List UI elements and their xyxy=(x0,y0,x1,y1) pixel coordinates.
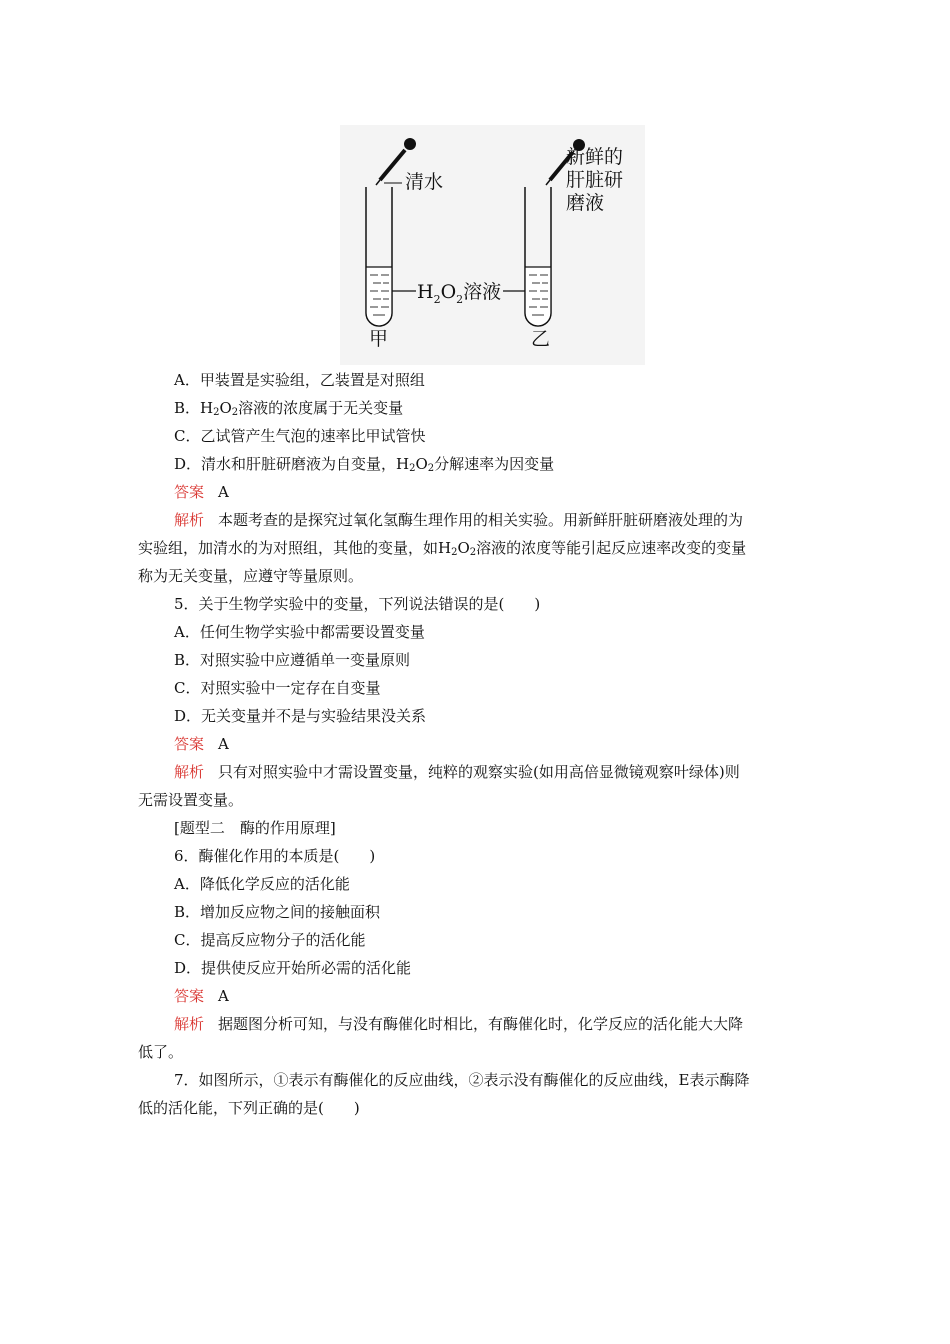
label-liver-line3: 磨液 xyxy=(566,192,605,214)
q4-answer xyxy=(138,478,818,506)
answer-tag: 答案 xyxy=(174,735,205,753)
q4-option-a: A．甲装置是实验组，乙装置是对照组 xyxy=(174,371,425,389)
q6-analysis-line2: 低了。 xyxy=(138,1043,184,1061)
q5-option-b: B．对照实验中应遵循单一变量原则 xyxy=(174,651,411,669)
q5-answer xyxy=(138,730,818,758)
answer-value: A xyxy=(218,987,229,1005)
q4-analysis-line3: 称为无关变量，应遵守等量原则。 xyxy=(138,567,364,585)
label-water: 清水 xyxy=(405,171,444,193)
answer-tag: 答案 xyxy=(174,483,205,501)
q7-stem: 7．如图所示，①表示有酶催化的反应曲线，②表示没有酶催化的反应曲线，E表示酶降 xyxy=(174,1071,750,1089)
q6-option-a: A．降低化学反应的活化能 xyxy=(174,875,350,893)
q4-option-b: B．$H_2O_2$溶液的浓度属于无关变量 xyxy=(174,399,404,418)
label-liver-line2: 肝脏研 xyxy=(566,169,624,191)
q4-option-d: D．清水和肝脏研磨液为自变量，$H_2O_2$分解速率为因变量 xyxy=(174,455,555,474)
experiment-figure xyxy=(340,125,645,365)
q5-stem: 5．关于生物学实验中的变量，下列说法错误的是( ) xyxy=(174,595,541,613)
q6-answer xyxy=(138,982,818,1010)
q6-option-b: B．增加反应物之间的接触面积 xyxy=(174,903,381,921)
analysis-tag: 解析 xyxy=(174,763,205,781)
q4-analysis: 解析 本题考查的是探究过氧化氢酶生理作用的相关实验。用新鲜肝脏研磨液处理的为 xyxy=(174,511,744,529)
q7-stem-line2: 低的活化能，下列正确的是( ) xyxy=(138,1099,360,1117)
q5-analysis: 解析 只有对照实验中才需设置变量，纯粹的观察实验(如用高倍显微镜观察叶绿体)则 xyxy=(174,763,740,781)
document-body xyxy=(138,366,818,1122)
answer-value: A xyxy=(218,483,229,501)
q4-option-c: C．乙试管产生气泡的速率比甲试管快 xyxy=(174,427,426,445)
label-liver-line1: 新鲜的 xyxy=(566,146,624,168)
tube-label-yi: 乙 xyxy=(531,328,551,350)
analysis-tag: 解析 xyxy=(174,1015,205,1033)
q5-analysis-line2: 无需设置变量。 xyxy=(138,791,244,809)
q5-option-a: A．任何生物学实验中都需要设置变量 xyxy=(174,623,425,641)
q6-option-d: D．提供使反应开始所必需的活化能 xyxy=(174,959,412,977)
section-heading: [题型二 酶的作用原理] xyxy=(174,819,336,837)
label-h2o2-solution: $H_2O_2$溶液 xyxy=(417,281,502,306)
tube-label-jia: 甲 xyxy=(369,328,389,350)
answer-tag: 答案 xyxy=(174,987,205,1005)
q6-stem: 6．酶催化作用的本质是( ) xyxy=(174,847,376,865)
q5-option-d: D．无关变量并不是与实验结果没关系 xyxy=(174,707,427,725)
q6-analysis: 解析 据题图分析可知，与没有酶催化时相比，有酶催化时，化学反应的活化能大大降 xyxy=(174,1015,744,1033)
q4-analysis-line2: 实验组，加清水的为对照组，其他的变量，如$H_2O_2$溶液的浓度等能引起反应速率改变的变量 xyxy=(138,539,747,558)
answer-value: A xyxy=(218,735,229,753)
q5-option-c: C．对照实验中一定存在自变量 xyxy=(174,679,381,697)
analysis-tag: 解析 xyxy=(174,511,205,529)
q6-option-c: C．提高反应物分子的活化能 xyxy=(174,931,366,949)
